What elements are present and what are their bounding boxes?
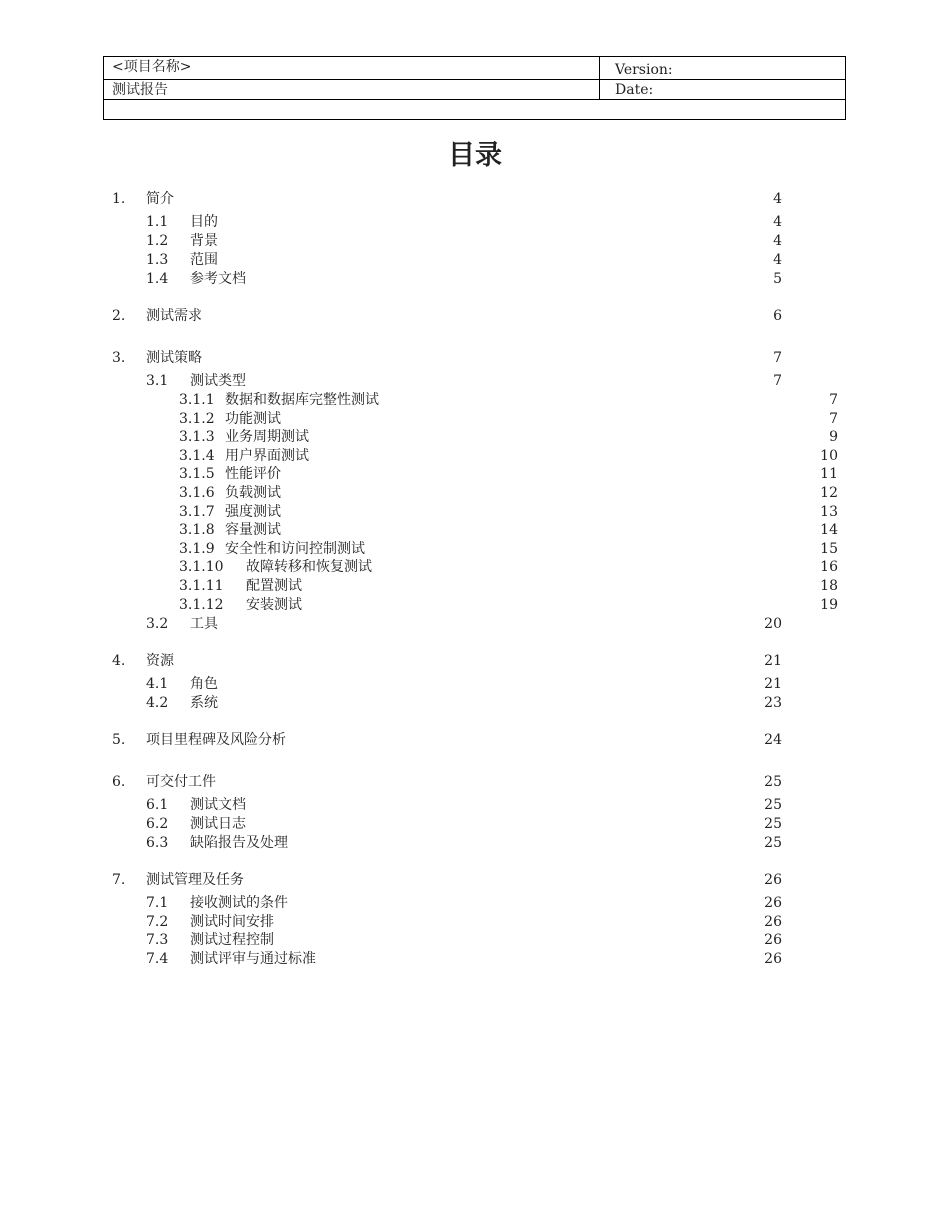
- toc-entry-title: 测试评审与通过标准: [190, 951, 316, 967]
- toc-entry-page: 18: [820, 578, 838, 594]
- toc-entry-title: 功能测试: [225, 411, 281, 427]
- toc-entry-title: 范围: [190, 252, 218, 268]
- toc-entry-title: 测试文档: [190, 797, 246, 813]
- toc-entry-title: 业务周期测试: [225, 429, 309, 445]
- toc-entry-page: 26: [764, 932, 782, 948]
- toc-entry-title: 背景: [190, 233, 218, 249]
- toc-entry-title: 目的: [190, 214, 218, 230]
- toc-entry-number: 4.2: [146, 695, 169, 711]
- toc-entry-number: 7.1: [146, 895, 169, 911]
- toc-entry-page: 23: [764, 695, 782, 711]
- toc-entry-page: 24: [764, 732, 782, 748]
- toc-entry-number: 6.: [112, 774, 126, 790]
- toc-entry-title: 参考文档: [190, 271, 246, 287]
- toc-entry-number: 3.1.10: [179, 559, 224, 575]
- toc-entry-title: 强度测试: [225, 504, 281, 520]
- toc-entry-number: 3.1.11: [179, 578, 224, 594]
- toc-entry-page: 11: [820, 466, 838, 482]
- toc-entry-title: 测试策略: [146, 350, 202, 366]
- toc-entry-page: 21: [764, 653, 782, 669]
- toc-entry-number: 3.1.3: [179, 429, 215, 445]
- toc-entry-page: 15: [820, 541, 838, 557]
- toc-entry-page: 26: [764, 914, 782, 930]
- toc-entry-page: 20: [764, 616, 782, 632]
- toc-entry-page: 9: [829, 429, 838, 445]
- toc-entry-page: 7: [829, 392, 838, 408]
- toc-entry-number: 7.: [112, 872, 126, 888]
- toc-entry-number: 3.1: [146, 373, 169, 389]
- toc-entry-page: 6: [773, 308, 782, 324]
- toc-entry-title: 性能评价: [225, 466, 281, 482]
- toc-entry-title: 安装测试: [246, 597, 302, 613]
- toc-entry-title: 缺陷报告及处理: [190, 835, 288, 851]
- project-name: <项目名称>: [104, 57, 600, 79]
- toc-entry-page: 10: [820, 448, 838, 464]
- toc-entry-page: 26: [764, 951, 782, 967]
- toc-entry-page: 19: [820, 597, 838, 613]
- toc-entry-number: 6.2: [146, 816, 169, 832]
- toc-entry-number: 7.2: [146, 914, 169, 930]
- toc-entry-number: 5.: [112, 732, 126, 748]
- toc-entry-number: 1.: [112, 191, 126, 207]
- toc-entry-title: 可交付工件: [146, 774, 216, 790]
- toc-entry-number: 7.3: [146, 932, 169, 948]
- toc-entry-page: 7: [773, 350, 782, 366]
- toc-entry-title: 安全性和访问控制测试: [225, 541, 365, 557]
- toc-entry-title: 系统: [190, 695, 218, 711]
- toc-entry-number: 6.3: [146, 835, 169, 851]
- toc-entry-title: 工具: [190, 616, 218, 632]
- toc-entry-page: 25: [764, 797, 782, 813]
- toc-entry-number: 6.1: [146, 797, 169, 813]
- toc-entry-page: 5: [773, 271, 782, 287]
- toc-entry-number: 3.2: [146, 616, 169, 632]
- toc-entry-title: 负载测试: [225, 485, 281, 501]
- toc-entry-page: 7: [829, 411, 838, 427]
- doc-type: 测试报告: [104, 80, 600, 99]
- toc-entry-number: 1.1: [146, 214, 169, 230]
- toc-entry-title: 测试时间安排: [190, 914, 274, 930]
- toc-entry-title: 故障转移和恢复测试: [246, 559, 372, 575]
- toc-entry-number: 2.: [112, 308, 126, 324]
- toc-entry-number: 3.1.8: [179, 522, 215, 538]
- toc-entry-number: 3.1.9: [179, 541, 215, 557]
- toc-entry-number: 4.1: [146, 676, 169, 692]
- toc-entry-title: 测试需求: [146, 308, 202, 324]
- toc-entry-page: 4: [773, 233, 782, 249]
- toc-entry-number: 1.3: [146, 252, 169, 268]
- toc-entry-page: 7: [773, 373, 782, 389]
- toc-entry-number: 4.: [112, 653, 126, 669]
- toc-entry-number: 3.1.7: [179, 504, 215, 520]
- toc-entry-title: 资源: [146, 653, 174, 669]
- toc-entry-page: 25: [764, 816, 782, 832]
- toc-entry-number: 3.1.5: [179, 466, 215, 482]
- toc-entry-title: 测试过程控制: [190, 932, 274, 948]
- toc-entry-page: 26: [764, 895, 782, 911]
- toc-entry-number: 3.: [112, 350, 126, 366]
- toc-entry-number: 1.2: [146, 233, 169, 249]
- date-label: Date:: [615, 82, 654, 98]
- toc-entry-number: 1.4: [146, 271, 169, 287]
- toc-entry-title: 配置测试: [246, 578, 302, 594]
- toc-entry-page: 25: [764, 774, 782, 790]
- toc-entry-title: 测试管理及任务: [146, 872, 244, 888]
- toc-entry-page: 26: [764, 872, 782, 888]
- toc-entry-number: 3.1.2: [179, 411, 215, 427]
- toc-entry-page: 14: [820, 522, 838, 538]
- version-label: Version:: [615, 62, 673, 78]
- toc-entry-number: 3.1.1: [179, 392, 215, 408]
- toc-entry-page: 12: [820, 485, 838, 501]
- toc-entry-page: 16: [820, 559, 838, 575]
- toc-entry-page: 21: [764, 676, 782, 692]
- toc-entry-title: 角色: [190, 676, 218, 692]
- toc-entry-title: 测试日志: [190, 816, 246, 832]
- toc-entry-number: 3.1.4: [179, 448, 215, 464]
- toc-entry-number: 7.4: [146, 951, 169, 967]
- toc-entry-title: 项目里程碑及风险分析: [146, 732, 286, 748]
- toc-entry-title: 用户界面测试: [225, 448, 309, 464]
- toc-entry-page: 13: [820, 504, 838, 520]
- toc-entry-page: 4: [773, 214, 782, 230]
- toc-entry-page: 25: [764, 835, 782, 851]
- toc-entry-page: 4: [773, 252, 782, 268]
- toc-entry-page: 4: [773, 191, 782, 207]
- toc-entry-title: 容量测试: [225, 522, 281, 538]
- toc-entry-title: 简介: [146, 191, 174, 207]
- toc-entry-number: 3.1.6: [179, 485, 215, 501]
- toc-entry-title: 测试类型: [190, 373, 246, 389]
- toc-entry-number: 3.1.12: [179, 597, 224, 613]
- page-title: 目录: [448, 140, 502, 171]
- toc-entry-title: 接收测试的条件: [190, 895, 288, 911]
- toc-entry-title: 数据和数据库完整性测试: [225, 392, 379, 408]
